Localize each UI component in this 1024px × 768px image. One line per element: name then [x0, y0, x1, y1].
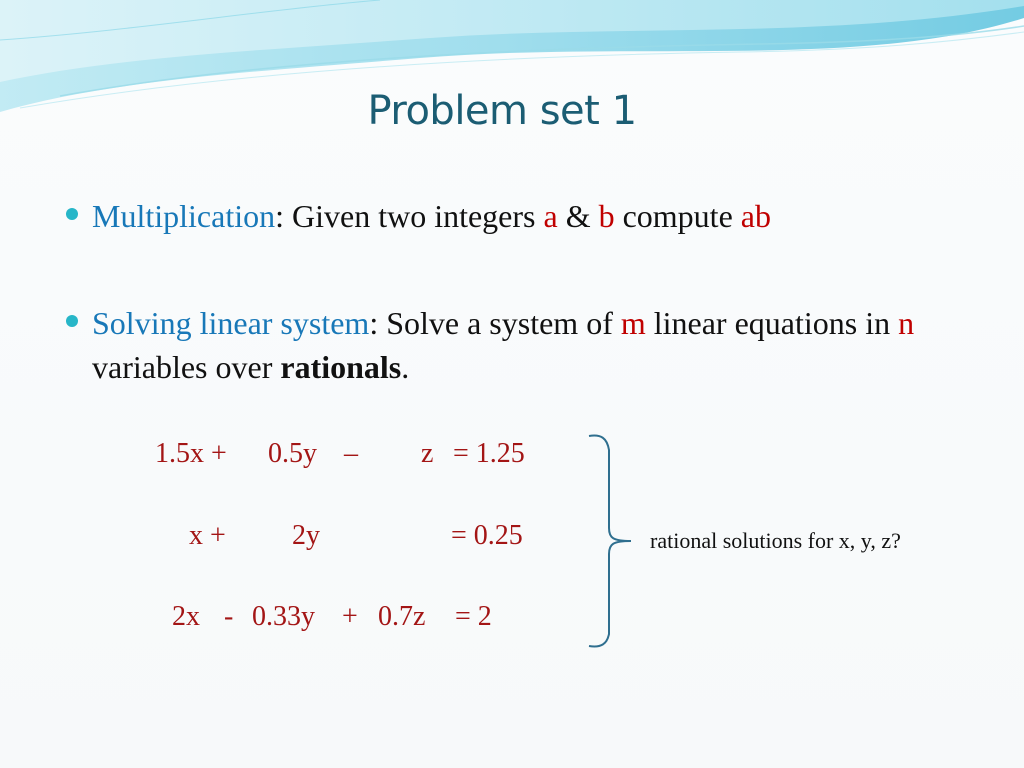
equation-2-term-2: 2y — [292, 520, 320, 551]
bullet-multiplication — [92, 194, 952, 238]
equation-3-operator-1: - — [224, 601, 234, 632]
bullet-text: & — [557, 198, 599, 234]
equation-3-operator-2: + — [342, 601, 358, 632]
equation-1-term-1: 1.5x + — [155, 438, 227, 469]
variable-a: a — [543, 198, 558, 234]
variable-n: n — [898, 305, 915, 341]
equation-3-rhs: = 2 — [455, 601, 492, 632]
bullet-dot-icon — [66, 208, 78, 220]
term-multiplication: Multiplication — [92, 198, 276, 234]
variable-ab: ab — [740, 198, 771, 234]
equation-3-term-3: 0.7z — [378, 601, 426, 632]
bullet-text: variables over — [92, 349, 281, 385]
equation-1-rhs: = 1.25 — [453, 438, 525, 469]
bullet-text: : Given two integers — [275, 198, 544, 234]
equation-2-term-1: x + — [189, 520, 226, 551]
equation-3-term-2: 0.33y — [252, 601, 315, 632]
bold-rationals: rationals — [280, 349, 402, 385]
equation-1-term-2: 0.5y — [268, 438, 317, 469]
bullet-text: compute — [614, 198, 741, 234]
variable-b: b — [598, 198, 615, 234]
bullet-linear-system — [92, 301, 952, 389]
bullet-dot-icon — [66, 315, 78, 327]
bullet-text: : Solve a system of — [369, 305, 621, 341]
rational-solutions-note: rational solutions for x, y, z? — [650, 528, 901, 553]
variable-m: m — [620, 305, 646, 341]
bullet-text: . — [401, 349, 410, 385]
curly-brace-icon — [585, 428, 645, 654]
bullet-text: linear equations in — [645, 305, 899, 341]
equation-1-operator: – — [344, 438, 358, 469]
equation-3-term-1: 2x — [172, 601, 200, 632]
equation-2-rhs: = 0.25 — [451, 520, 523, 551]
term-solving-linear-system: Solving linear system — [92, 305, 370, 341]
slide-title: Problem set 1 — [367, 88, 637, 134]
equation-1-term-3: z — [421, 438, 434, 469]
